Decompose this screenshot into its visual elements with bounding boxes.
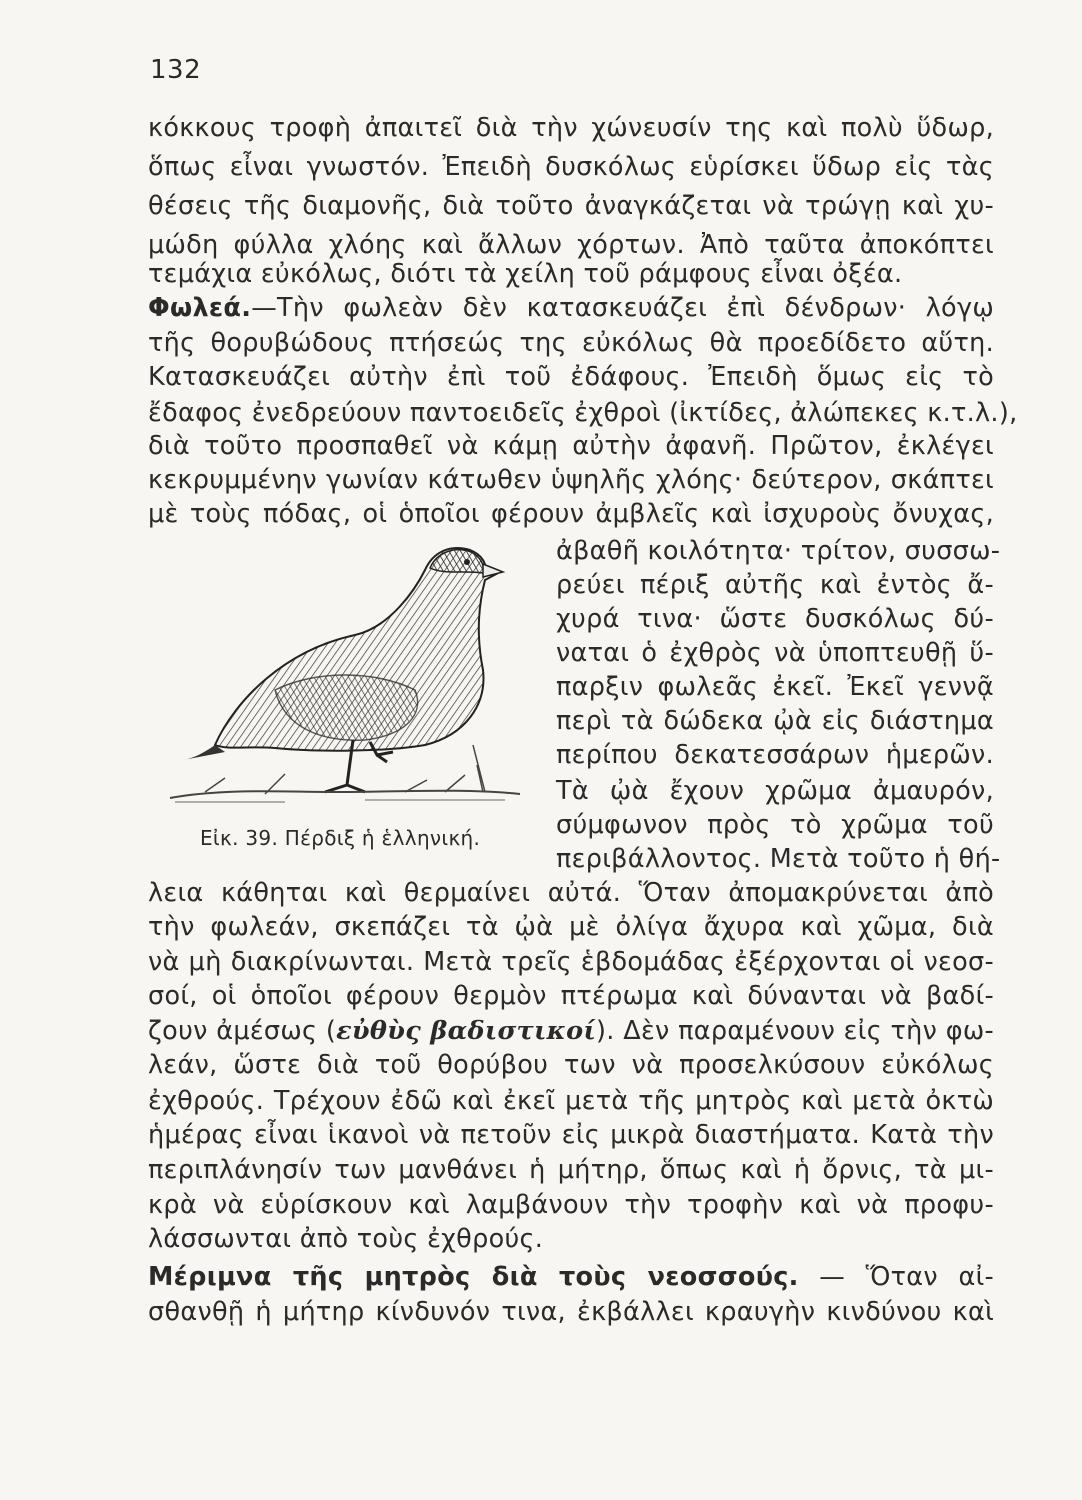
text-line: περὶ τὰ δώδεκα ᾠὰ εἰς διάστημα [556, 706, 994, 736]
walking-line [148, 1016, 994, 1046]
text-line: τὴν φωλεάν, σκεπάζει τὰ ᾠὰ μὲ ὀλίγα ἄχυρα καὶ χῶμα, διὰ [148, 912, 994, 942]
text-line: λεια κάθηται καὶ θερμαίνει αὐτά. Ὅταν ἀπομακρύνεται ἀπὸ [148, 878, 994, 908]
partridge-illustration [165, 530, 525, 820]
text-line: περιπλάνησίν των μανθάνει ἡ μήτηρ, ὅπως καὶ ἡ ὄρνις, τὰ μι- [148, 1155, 994, 1185]
text-line: μώδη φύλλα χλόης καὶ ἄλλων χόρτων. Ἀπὸ ταῦτα ἀποκόπτει [148, 230, 994, 260]
text-line: σθανθῇ ἡ μήτηρ κίνδυνόν τινα, ἐκβάλλει κραυγὴν κινδύνου καὶ [148, 1297, 994, 1327]
figure-caption: Εἰκ. 39. Πέρδιξ ἡ ἑλληνική. [200, 826, 481, 850]
text-line: κεκρυμμένην γωνίαν κάτωθεν ὑψηλῆς χλόης· δεύτερον, σκάπτει [148, 465, 994, 495]
text-line: περίπου δεκατεσσάρων ἡμερῶν. [556, 740, 994, 770]
text-line: ἔδαφος ἐνεδρεύουν παντοειδεῖς ἐχθροὶ (ἰκτίδες, ἀλώπεκες κ.τ.λ.), [148, 398, 1018, 428]
emphasis-term: εὐθὺς βαδιστικοί [336, 1016, 597, 1046]
text-line: διὰ τοῦτο προσπαθεῖ νὰ κάμῃ αὐτὴν ἀφανῆ. Πρῶτον, ἐκλέγει [148, 431, 994, 461]
nest-heading-line [148, 293, 994, 323]
text-line: νὰ μὴ διακρίνωνται. Μετὰ τρεῖς ἑβδομάδας ἐξέρχονται οἱ νεοσ- [148, 947, 994, 977]
text-line: περιβάλλοντος. Μετὰ τοῦτο ἡ θή- [556, 844, 1001, 874]
text-line: Τὰ ᾠὰ ἔχουν χρῶμα ἀμαυρόν, [556, 776, 994, 806]
text-line: ἀβαθῆ κοιλότητα· τρίτον, συσσω- [556, 536, 1001, 566]
text-line: μὲ τοὺς πόδας, οἱ ὁποῖοι φέρουν ἀμβλεῖς καὶ ἰσχυροὺς ὄνυχας, [148, 499, 994, 529]
text-run: — Ὅταν αἰ- [798, 1262, 994, 1292]
text-line: ἡμέρας εἶναι ἱκανοὶ νὰ πετοῦν εἰς μικρὰ διαστήματα. Κατὰ τὴν [148, 1120, 994, 1150]
section-heading-nest: Φωλεά. [148, 293, 252, 323]
text-line: Κατασκευάζει αὐτὴν ἐπὶ τοῦ ἐδάφους. Ἐπειδὴ ὅμως εἰς τὸ [148, 362, 994, 392]
text-line: τῆς θορυβώδους πτήσεώς της εὐκόλως θὰ προεδίδετο αὕτη. [148, 328, 994, 358]
text-line: παρξιν φωλεᾶς ἐκεῖ. Ἐκεῖ γεννᾷ [556, 672, 994, 702]
text-run: —Τὴν φωλεὰν δὲν κατασκευάζει ἐπὶ δένδρων· λόγῳ [251, 293, 994, 323]
text-line: λάσσωνται ἀπὸ τοὺς ἐχθρούς. [148, 1224, 544, 1254]
text-line: ὅπως εἶναι γνωστόν. Ἐπειδὴ δυσκόλως εὑρίσκει ὕδωρ εἰς τὰς [148, 152, 994, 182]
section-heading-care: Μέριμνα τῆς μητρὸς διὰ τοὺς νεοσσούς. [148, 1262, 799, 1292]
text-line: λεάν, ὥστε διὰ τοῦ θορύβου των νὰ προσελκύσουν εὐκόλως [148, 1050, 994, 1080]
care-heading-line [148, 1262, 994, 1292]
text-line: θέσεις τῆς διαμονῆς, διὰ τοῦτο ἀναγκάζεται νὰ τρώγῃ καὶ χυ- [148, 191, 994, 221]
page-number: 132 [150, 55, 202, 85]
text-run: ζουν ἀμέσως ( [148, 1016, 337, 1046]
text-line: κόκκους τροφὴ ἀπαιτεῖ διὰ τὴν χώνευσίν της καὶ πολὺ ὕδωρ, [148, 113, 994, 143]
text-line: τεμάχια εὐκόλως, διότι τὰ χείλη τοῦ ράμφους εἶναι ὀξέα. [148, 259, 903, 289]
text-line: χυρά τινα· ὥστε δυσκόλως δύ- [556, 604, 994, 634]
text-line: σοί, οἱ ὁποῖοι φέρουν θερμὸν πτέρωμα καὶ δύνανται νὰ βαδί- [148, 981, 994, 1011]
text-line: ρεύει πέριξ αὐτῆς καὶ ἐντὸς ἄ- [556, 570, 994, 600]
text-run: ). Δὲν παραμένουν εἰς τὴν φω- [596, 1016, 994, 1046]
text-line: σύμφωνον πρὸς τὸ χρῶμα τοῦ [556, 810, 994, 840]
text-line: κρὰ νὰ εὑρίσκουν καὶ λαμβάνουν τὴν τροφὴν καὶ νὰ προφυ- [148, 1190, 994, 1220]
text-line: ἐχθρούς. Τρέχουν ἐδῶ καὶ ἐκεῖ μετὰ τῆς μητρὸς καὶ μετὰ ὀκτὼ [148, 1086, 994, 1116]
text-line: ναται ὁ ἐχθρὸς νὰ ὑποπτευθῇ ὕ- [556, 638, 994, 668]
